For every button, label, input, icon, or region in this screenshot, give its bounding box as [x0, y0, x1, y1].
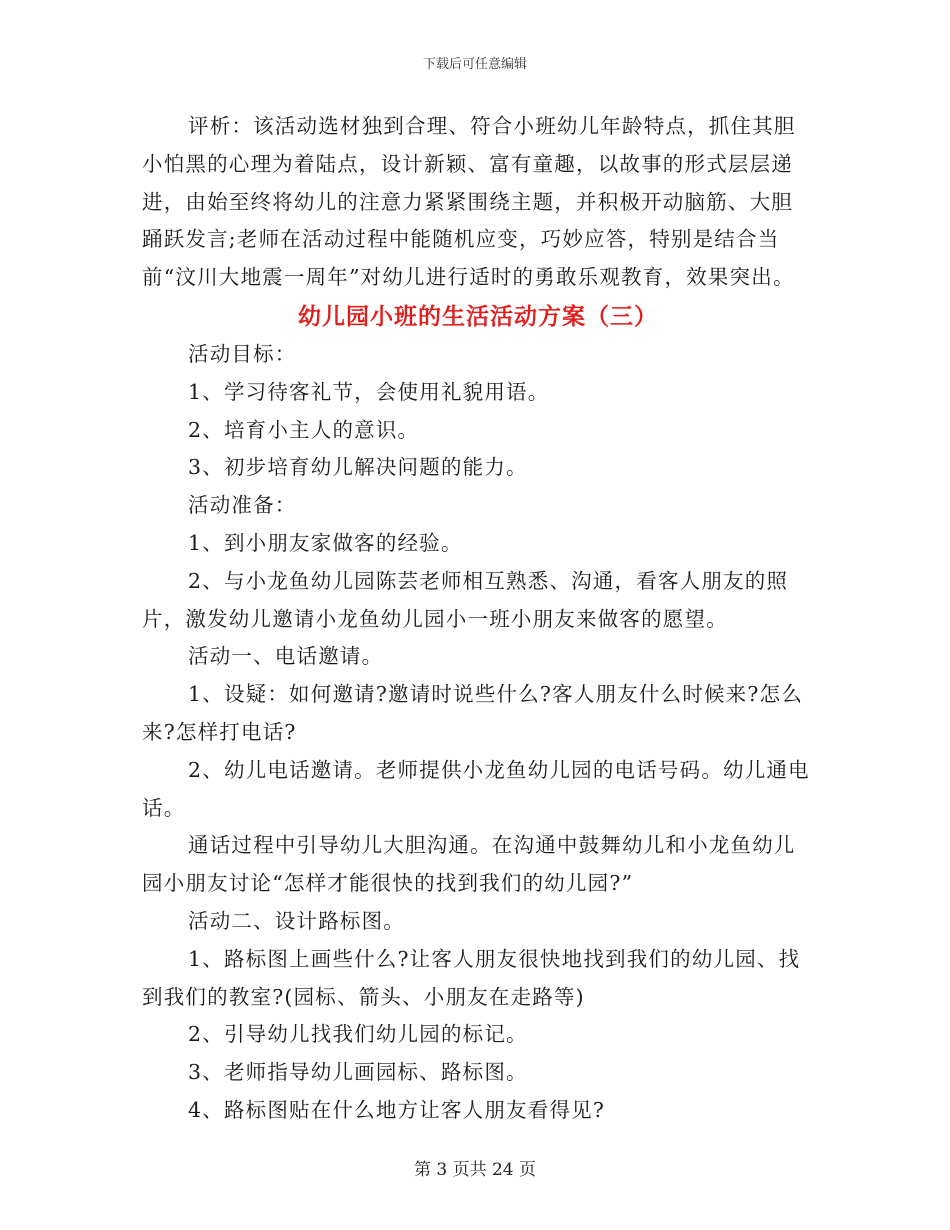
paragraph: 通话过程中引导幼儿大胆沟通。在沟通中鼓舞幼儿和小龙鱼幼儿园小朋友讨论“怎样才能很快的找到我们的幼儿园?”: [142, 833, 796, 896]
header-note: 下载后可任意编辑: [422, 57, 527, 72]
paragraph: 活动目标：: [188, 341, 297, 366]
paragraph: 2、幼儿电话邀请。老师提供小龙鱼幼儿园的电话号码。幼儿通电话。: [142, 757, 810, 820]
paragraph: 3、初步培育幼儿解决问题的能力。: [188, 455, 528, 480]
paragraph: 活动准备：: [188, 493, 297, 518]
intro-paragraph: 评析：该活动选材独到合理、符合小班幼儿年龄特点，抓住其胆小怕黑的心理为着陆点，设计新颖、富有童趣，以故事的形式层层递进，由始至终将幼儿的注意力紧紧围绕主题，并积极开动脑筋、大胆踊跃发言;老师在活动过程中能随机应变，巧妙应答，特别是结合当前“汶川大地震一周年”对幼儿进行适时的勇敢乐观教育，效果突出。: [142, 114, 796, 290]
paragraph: 活动二、设计路标图。: [188, 908, 405, 933]
paragraph: 1、学习待客礼节，会使用礼貌用语。: [188, 379, 550, 404]
paragraph: 1、路标图上画些什么?让客人朋友很快地找到我们的幼儿园、找到我们的教室?(园标、箭头、小朋友在走路等): [142, 946, 801, 1009]
paragraph: 4、路标图贴在什么地方让客人朋友看得见?: [188, 1097, 606, 1122]
paragraph: 2、引导幼儿找我们幼儿园的标记。: [188, 1022, 528, 1047]
paragraph: 活动一、电话邀请。: [188, 644, 384, 669]
document-body: [142, 108, 814, 1130]
paragraph: 3、老师指导幼儿画园标、路标图。: [188, 1060, 528, 1085]
page-indicator: 第 3 页共 24 页: [413, 1160, 537, 1180]
section-title: 幼儿园小班的生活活动方案（三）: [298, 302, 658, 330]
paragraph: 1、到小朋友家做客的经验。: [188, 530, 463, 555]
paragraph: 1、设疑：如何邀请?邀请时说些什么?客人朋友什么时候来?怎么来?怎样打电话?: [142, 682, 804, 744]
paragraph: 2、与小龙鱼幼儿园陈芸老师相互熟悉、沟通，看客人朋友的照片，激发幼儿邀请小龙鱼幼儿园小一班小朋友来做客的愿望。: [142, 568, 789, 631]
paragraph: 2、培育小主人的意识。: [188, 417, 420, 442]
